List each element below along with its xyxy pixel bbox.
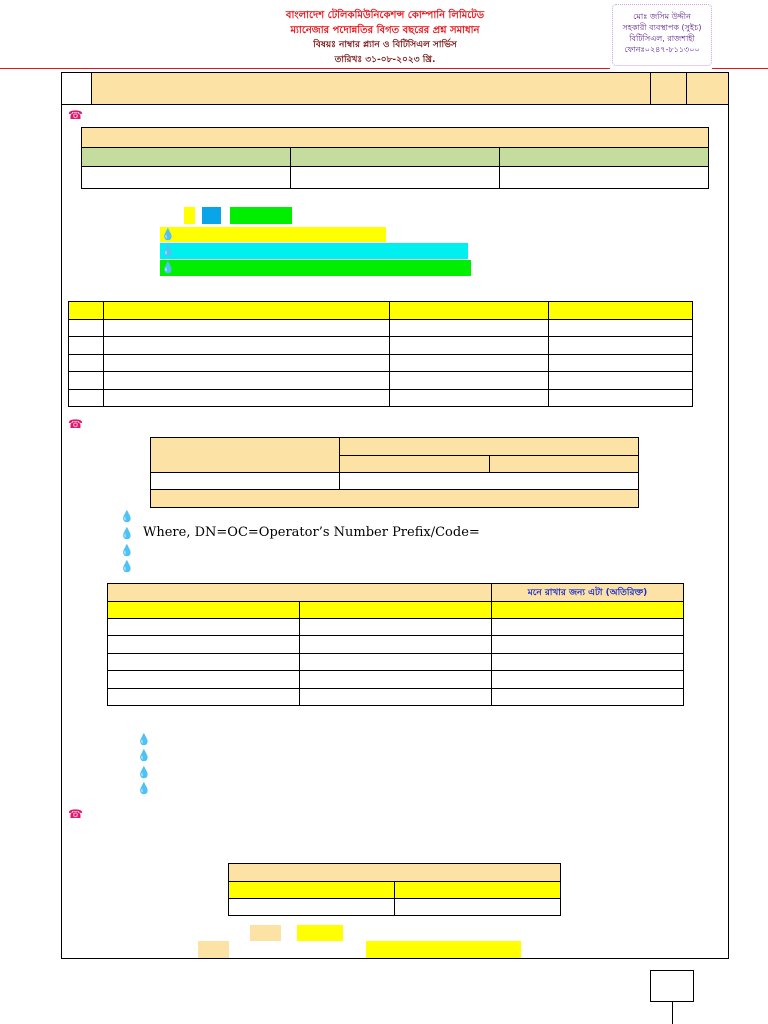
table-cell [549,372,693,389]
document-date: তারিখঃ ৩১-০৮-২০২৩ খ্রি. [334,55,436,65]
drop-bullet-icon: 💧 [137,782,151,795]
author-designation: সহকারী ব্যবস্থাপক (সুইচ) [622,23,702,32]
drop-bullet-icon: 💧 [137,749,151,762]
question-header-strip [61,72,729,105]
table-cell [104,389,390,406]
table-cell [492,653,684,670]
telephone-icon: ☎ [68,108,83,122]
table-cell [390,337,549,354]
table-cell [104,354,390,371]
table-cell [549,354,693,371]
table-cell [500,167,709,189]
page-frame [61,72,729,959]
drop-bullet-icon: 💧 [137,766,151,779]
table-cell [549,389,693,406]
highlight-bar-yellow [160,227,386,242]
table-cell [82,167,291,189]
table-cell [108,653,300,670]
table-cell [300,671,492,688]
highlight-peach-1 [250,925,281,941]
table-cell [489,456,639,473]
table-5 [228,863,561,916]
remember-header: মনে রাখার জন্য এটা (অতিরিক্ত) [527,588,648,598]
table-cell [390,354,549,371]
author-office: বিটিসিএল, রাজশাহী [629,34,695,43]
table-cell [291,148,500,167]
table-cell [108,636,300,653]
table-cell [500,148,709,167]
author-name: মোঃ জসিম উদ্দীন [633,12,691,21]
table-cell [229,899,395,916]
telephone-icon: ☎ [68,417,83,431]
table-cell [390,302,549,320]
table-cell [69,372,104,389]
table-cell [300,653,492,670]
document-subject: বিষয়ঃ নাম্বার প্ল্যান ও বিটিসিএল সার্ভিস [313,40,457,50]
header-rule-left [0,68,610,69]
table-cell [82,148,291,167]
drop-bullet-icon: 💧 [120,560,134,573]
drop-bullet-icon: 💧 [120,544,134,557]
strip-cell [687,73,729,105]
page-number-stem [672,1002,673,1024]
table-cell [390,320,549,337]
drop-bullet-icon: 💧 [161,261,175,274]
table-cell [492,619,684,636]
table-cell [108,619,300,636]
table-cell [390,389,549,406]
table-cell [549,320,693,337]
remember-header-cell [492,584,684,602]
drop-bullet-icon: 💧 [161,244,175,257]
table-cell [549,302,693,320]
table-cell [69,389,104,406]
drop-bullet-icon: 💧 [161,228,175,241]
table-cell [492,602,684,619]
telephone-icon: ☎ [68,807,83,821]
table-cell [104,320,390,337]
table-cell [492,688,684,705]
strip-cell [62,73,92,105]
org-name: বাংলাদেশ টেলিকমিউনিকেশন্স কোম্পানি লিমিটেড [285,10,485,21]
table-cell [340,456,490,473]
table-cell [151,473,340,490]
table-cell [300,636,492,653]
highlight-yellow-2 [366,941,521,958]
document-title: ম্যানেজার পদোন্নতির বিগত বছরের প্রশ্ন সমাধান [290,25,480,36]
author-phone: ফোনঃ০২৪৭-৮১১৩০০ [624,45,700,54]
highlight-peach-2 [198,941,229,958]
table-cell [395,899,561,916]
table-cell [69,354,104,371]
table-cell [340,473,639,490]
table-cell [69,337,104,354]
table-cell [492,636,684,653]
table-4 [107,583,684,706]
table-cell [390,372,549,389]
table-cell [229,882,395,899]
table-cell [300,688,492,705]
legend-swatch-yellow [184,207,195,224]
table-3 [150,437,639,508]
drop-bullet-icon: 💧 [120,527,134,540]
highlight-bar-cyan [160,243,468,259]
table-cell [104,372,390,389]
table-cell [82,128,709,148]
table-1 [81,127,709,189]
table-cell [300,619,492,636]
table-cell [69,302,104,320]
table-cell [104,337,390,354]
table-cell [229,864,561,882]
strip-cell [92,73,651,105]
table-cell [108,584,492,602]
table-cell [291,167,500,189]
page-number-box [650,970,694,1002]
table-cell [395,882,561,899]
strip-cell [651,73,687,105]
table-cell [108,671,300,688]
table-cell [151,438,340,473]
table-cell [69,320,104,337]
table-cell [300,602,492,619]
header-rule-right [712,68,768,69]
highlight-bar-green [160,260,471,276]
legend-swatch-blue [202,207,221,224]
where-definition: Where, DN=OC=Operator’s Number Prefix/Code= [143,525,480,540]
highlight-yellow-1 [297,925,343,941]
drop-bullet-icon: 💧 [137,733,151,746]
author-box [612,4,712,66]
drop-bullet-icon: 💧 [120,510,134,523]
table-cell [340,438,639,456]
table-cell [549,337,693,354]
table-cell [108,688,300,705]
table-2 [68,301,693,407]
page-header [200,8,570,68]
table-cell [104,302,390,320]
table-cell [151,490,639,508]
table-cell [492,671,684,688]
table-cell [108,602,300,619]
legend-swatch-green [230,207,292,224]
